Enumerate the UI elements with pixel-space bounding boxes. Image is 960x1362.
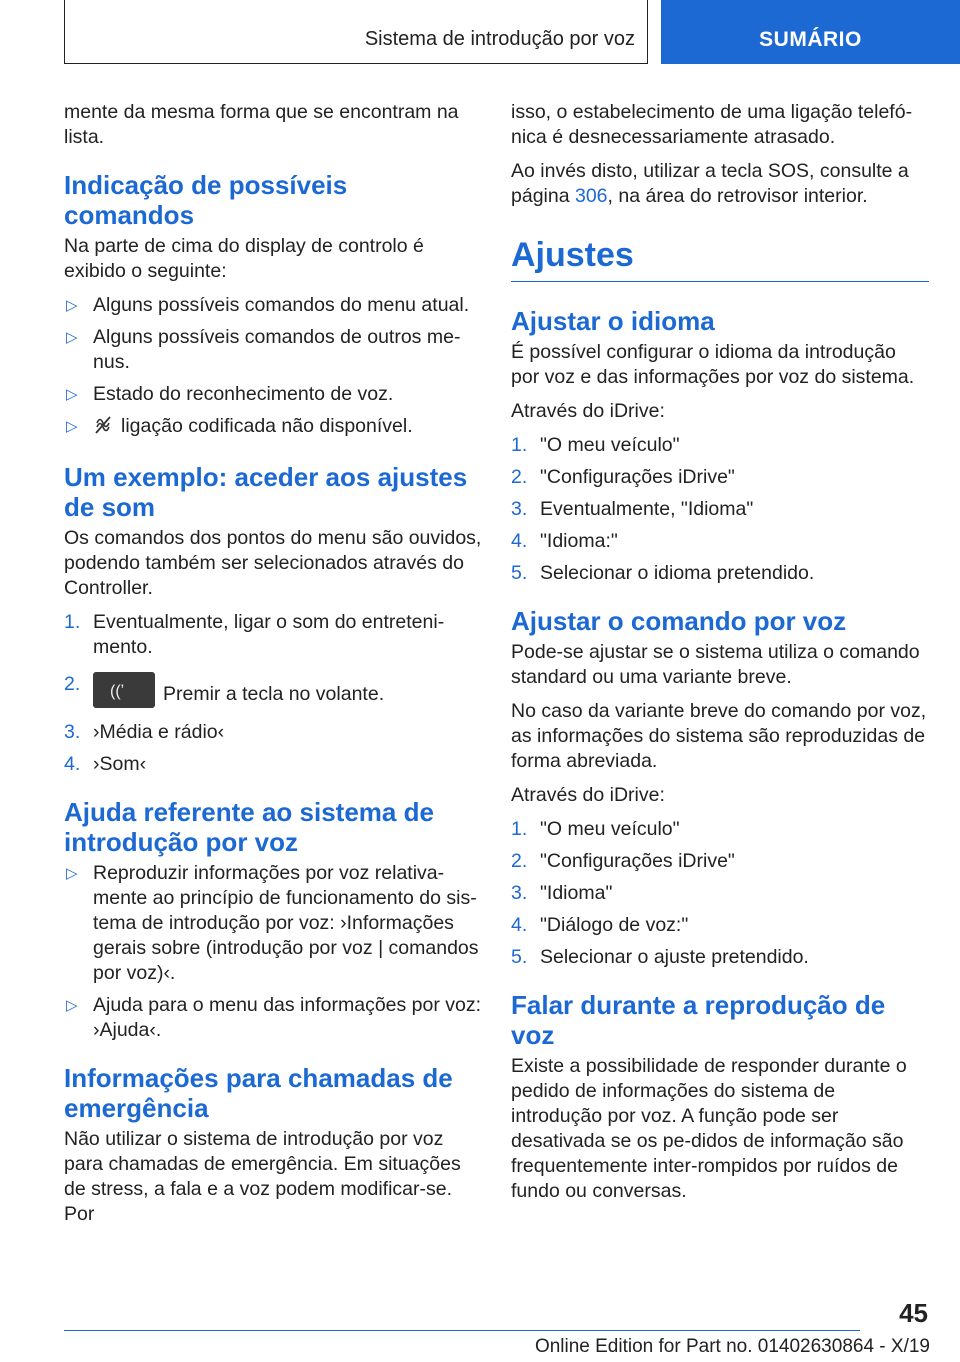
- continuation-paragraph: isso, o estabelecimento de uma ligação telefó-nica é desnecessariamente atrasado.: [511, 101, 913, 148]
- possible-commands-text: Na parte de cima do display de controlo é exibido o seguinte:: [64, 235, 424, 282]
- set-voice-command-text-1: Pode-se ajustar se o sistema utiliza o comando standard ou uma variante breve.: [511, 641, 920, 688]
- list-item: 1. "O meu veículo": [511, 434, 680, 456]
- set-language-steps: [511, 433, 929, 586]
- triangle-bullet-icon: ▷: [66, 329, 78, 346]
- speak-during-playback-text: Existe a possibilidade de responder durante o pedido de informações do sistema de introdução por voz. A função pode ser desativada se os pe-didos de informação são frequentemente inter-rompidos por ruídos de fundo ou conversas.: [511, 1055, 907, 1202]
- intro-paragraph: mente da mesma forma que se encontram na lista.: [64, 101, 459, 148]
- list-item: ▷ Reproduzir informações por voz relativa-mente ao princípio de funcionamento do sis-tema de introdução por voz: ›Informações gerais sobre (introdução por voz | comandos por voz)‹.: [66, 862, 479, 984]
- sound-example-text: Os comandos dos pontos do menu são ouvidos, podendo também ser selecionados através do Controller.: [64, 527, 482, 599]
- list-item: 4. "Diálogo de voz:": [511, 914, 689, 936]
- header-section-title: Sistema de introdução por voz: [364, 28, 635, 50]
- heading-speak-during-playback: Falar durante a reprodução de voz: [511, 990, 886, 1050]
- voice-help-list: [64, 861, 482, 1043]
- list-item: 5. Selecionar o ajuste pretendido.: [511, 946, 809, 968]
- triangle-bullet-icon: ▷: [66, 386, 78, 403]
- set-language-text: É possível configurar o idioma da introdução por voz e das informações por voz do sistema.: [511, 341, 915, 388]
- emergency-calls-text: Não utilizar o sistema de introdução por voz para chamadas de emergência. Em situações de stress, a fala e a voz podem modificar-se. Por: [64, 1128, 461, 1225]
- crossed-encryption-icon: [93, 415, 113, 442]
- triangle-bullet-icon: ▷: [66, 997, 78, 1014]
- list-item: 2. "Configurações iDrive": [511, 850, 735, 872]
- right-column: [511, 100, 929, 1213]
- toc-button[interactable]: [661, 0, 960, 64]
- heading-sound-example: Um exemplo: aceder aos ajustes de som: [64, 462, 468, 522]
- page-number: 45: [899, 1298, 928, 1328]
- header-section-box: [64, 0, 648, 64]
- steering-wheel-voice-button-icon: ((ʼ: [93, 672, 155, 708]
- sos-paragraph: Ao invés disto, utilizar a tecla SOS, consulte a página 306, na área do retrovisor interior.: [511, 160, 909, 207]
- triangle-bullet-icon: ▷: [66, 297, 78, 314]
- set-voice-command-steps: [511, 817, 929, 970]
- set-language-via: Através do iDrive:: [511, 400, 665, 422]
- list-item: 3. ›Média e rádio‹: [64, 721, 225, 743]
- sound-example-steps: [64, 610, 482, 777]
- footer-edition: Online Edition for Part no. 01402630864 - X/19: [534, 1336, 930, 1357]
- list-item: 3. "Idioma": [511, 882, 613, 904]
- list-item: ▷ Ajuda para o menu das informações por voz: ›Ajuda‹.: [66, 994, 482, 1041]
- footer-divider: [64, 1330, 860, 1331]
- heading-set-voice-command: Ajustar o comando por voz: [511, 606, 847, 636]
- list-item: 4. "Idioma:": [511, 530, 618, 552]
- heading-set-language: Ajustar o idioma: [511, 306, 715, 336]
- list-item: 1. Eventualmente, ligar o som do entreteni-mento.: [64, 611, 445, 658]
- possible-commands-list: [64, 293, 482, 442]
- list-item: ▷ ligação codificada não disponível.: [64, 414, 482, 442]
- triangle-bullet-icon: ▷: [66, 865, 78, 882]
- list-item: ▷ Alguns possíveis comandos de outros me-nus.: [66, 326, 461, 373]
- set-voice-command-text-2: No caso da variante breve do comando por voz, as informações do sistema são reproduzidas de forma abreviada.: [511, 700, 927, 772]
- left-column: [64, 100, 482, 1236]
- set-voice-command-via: Através do iDrive:: [511, 784, 665, 806]
- triangle-bullet-icon: ▷: [66, 418, 78, 435]
- list-item: 2. "Configurações iDrive": [511, 466, 735, 488]
- heading-voice-help: Ajuda referente ao sistema de introdução por voz: [64, 797, 434, 857]
- chapter-heading-block: [511, 235, 929, 282]
- list-item: ▷ Estado do reconhecimento de voz.: [66, 383, 394, 405]
- list-item: 5. Selecionar o idioma pretendido.: [511, 562, 815, 584]
- heading-emergency-calls: Informações para chamadas de emergência: [64, 1063, 453, 1123]
- page-link-306[interactable]: 306: [574, 185, 608, 207]
- list-item: 2. ((ʼ Premir a tecla no volante.: [64, 672, 482, 708]
- chapter-title: Ajustes: [511, 236, 634, 274]
- toc-button-label: SUMÁRIO: [759, 28, 862, 51]
- list-item: 1. "O meu veículo": [511, 818, 680, 840]
- list-item: 4. ›Som‹: [64, 753, 147, 775]
- list-item: 3. Eventualmente, "Idioma": [511, 498, 754, 520]
- heading-possible-commands: Indicação de possíveis comandos: [64, 170, 348, 230]
- list-item: ▷ Alguns possíveis comandos do menu atual.: [66, 294, 470, 316]
